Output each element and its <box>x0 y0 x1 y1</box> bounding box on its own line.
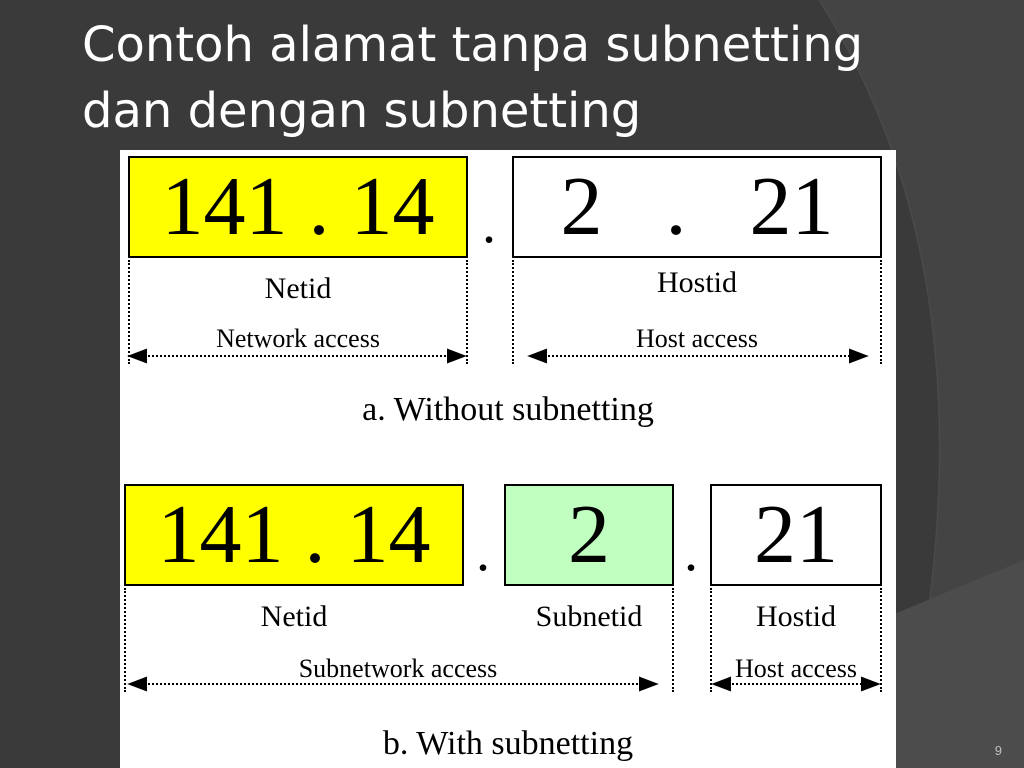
netid-value-a: 141 . 14 <box>161 160 435 253</box>
netid-box-b <box>124 484 464 586</box>
host-access-label-b: Host access <box>734 654 857 683</box>
subnetid-label: Subnetid <box>535 600 643 633</box>
netid-label-a: Netid <box>264 272 332 305</box>
hostid-label-b: Hostid <box>755 600 836 633</box>
caption-with-subnetting: b. With subnetting <box>382 725 634 762</box>
dot-separator-a: . <box>482 193 496 255</box>
subnetid-box <box>504 484 674 586</box>
subnetid-value: 2 <box>568 488 610 581</box>
hostid-box-b <box>710 484 882 586</box>
hostid-value-b: 21 <box>754 488 838 581</box>
title-line-1: Contoh alamat tanpa subnetting <box>82 17 864 73</box>
slide-title <box>82 12 982 144</box>
hostid-value-a: 2 . 21 <box>560 160 834 253</box>
hostid-label-a: Hostid <box>656 266 737 299</box>
page-number: 9 <box>994 743 1002 758</box>
netid-value-b: 141 . 14 <box>157 488 431 581</box>
netid-box-a <box>128 156 468 258</box>
hostid-box-a <box>512 156 882 258</box>
title-line-2: dan dengan subnetting <box>82 83 642 139</box>
host-access-label-a: Host access <box>635 324 758 353</box>
subnetwork-access-label: Subnetwork access <box>298 654 498 683</box>
subnetting-diagram <box>120 150 896 768</box>
dot-separator-b1: . <box>476 521 490 583</box>
dot-separator-b2: . <box>684 521 698 583</box>
netid-label-b: Netid <box>260 600 328 633</box>
network-access-label: Network access <box>216 324 380 353</box>
caption-without-subnetting: a. Without subnetting <box>362 391 654 428</box>
